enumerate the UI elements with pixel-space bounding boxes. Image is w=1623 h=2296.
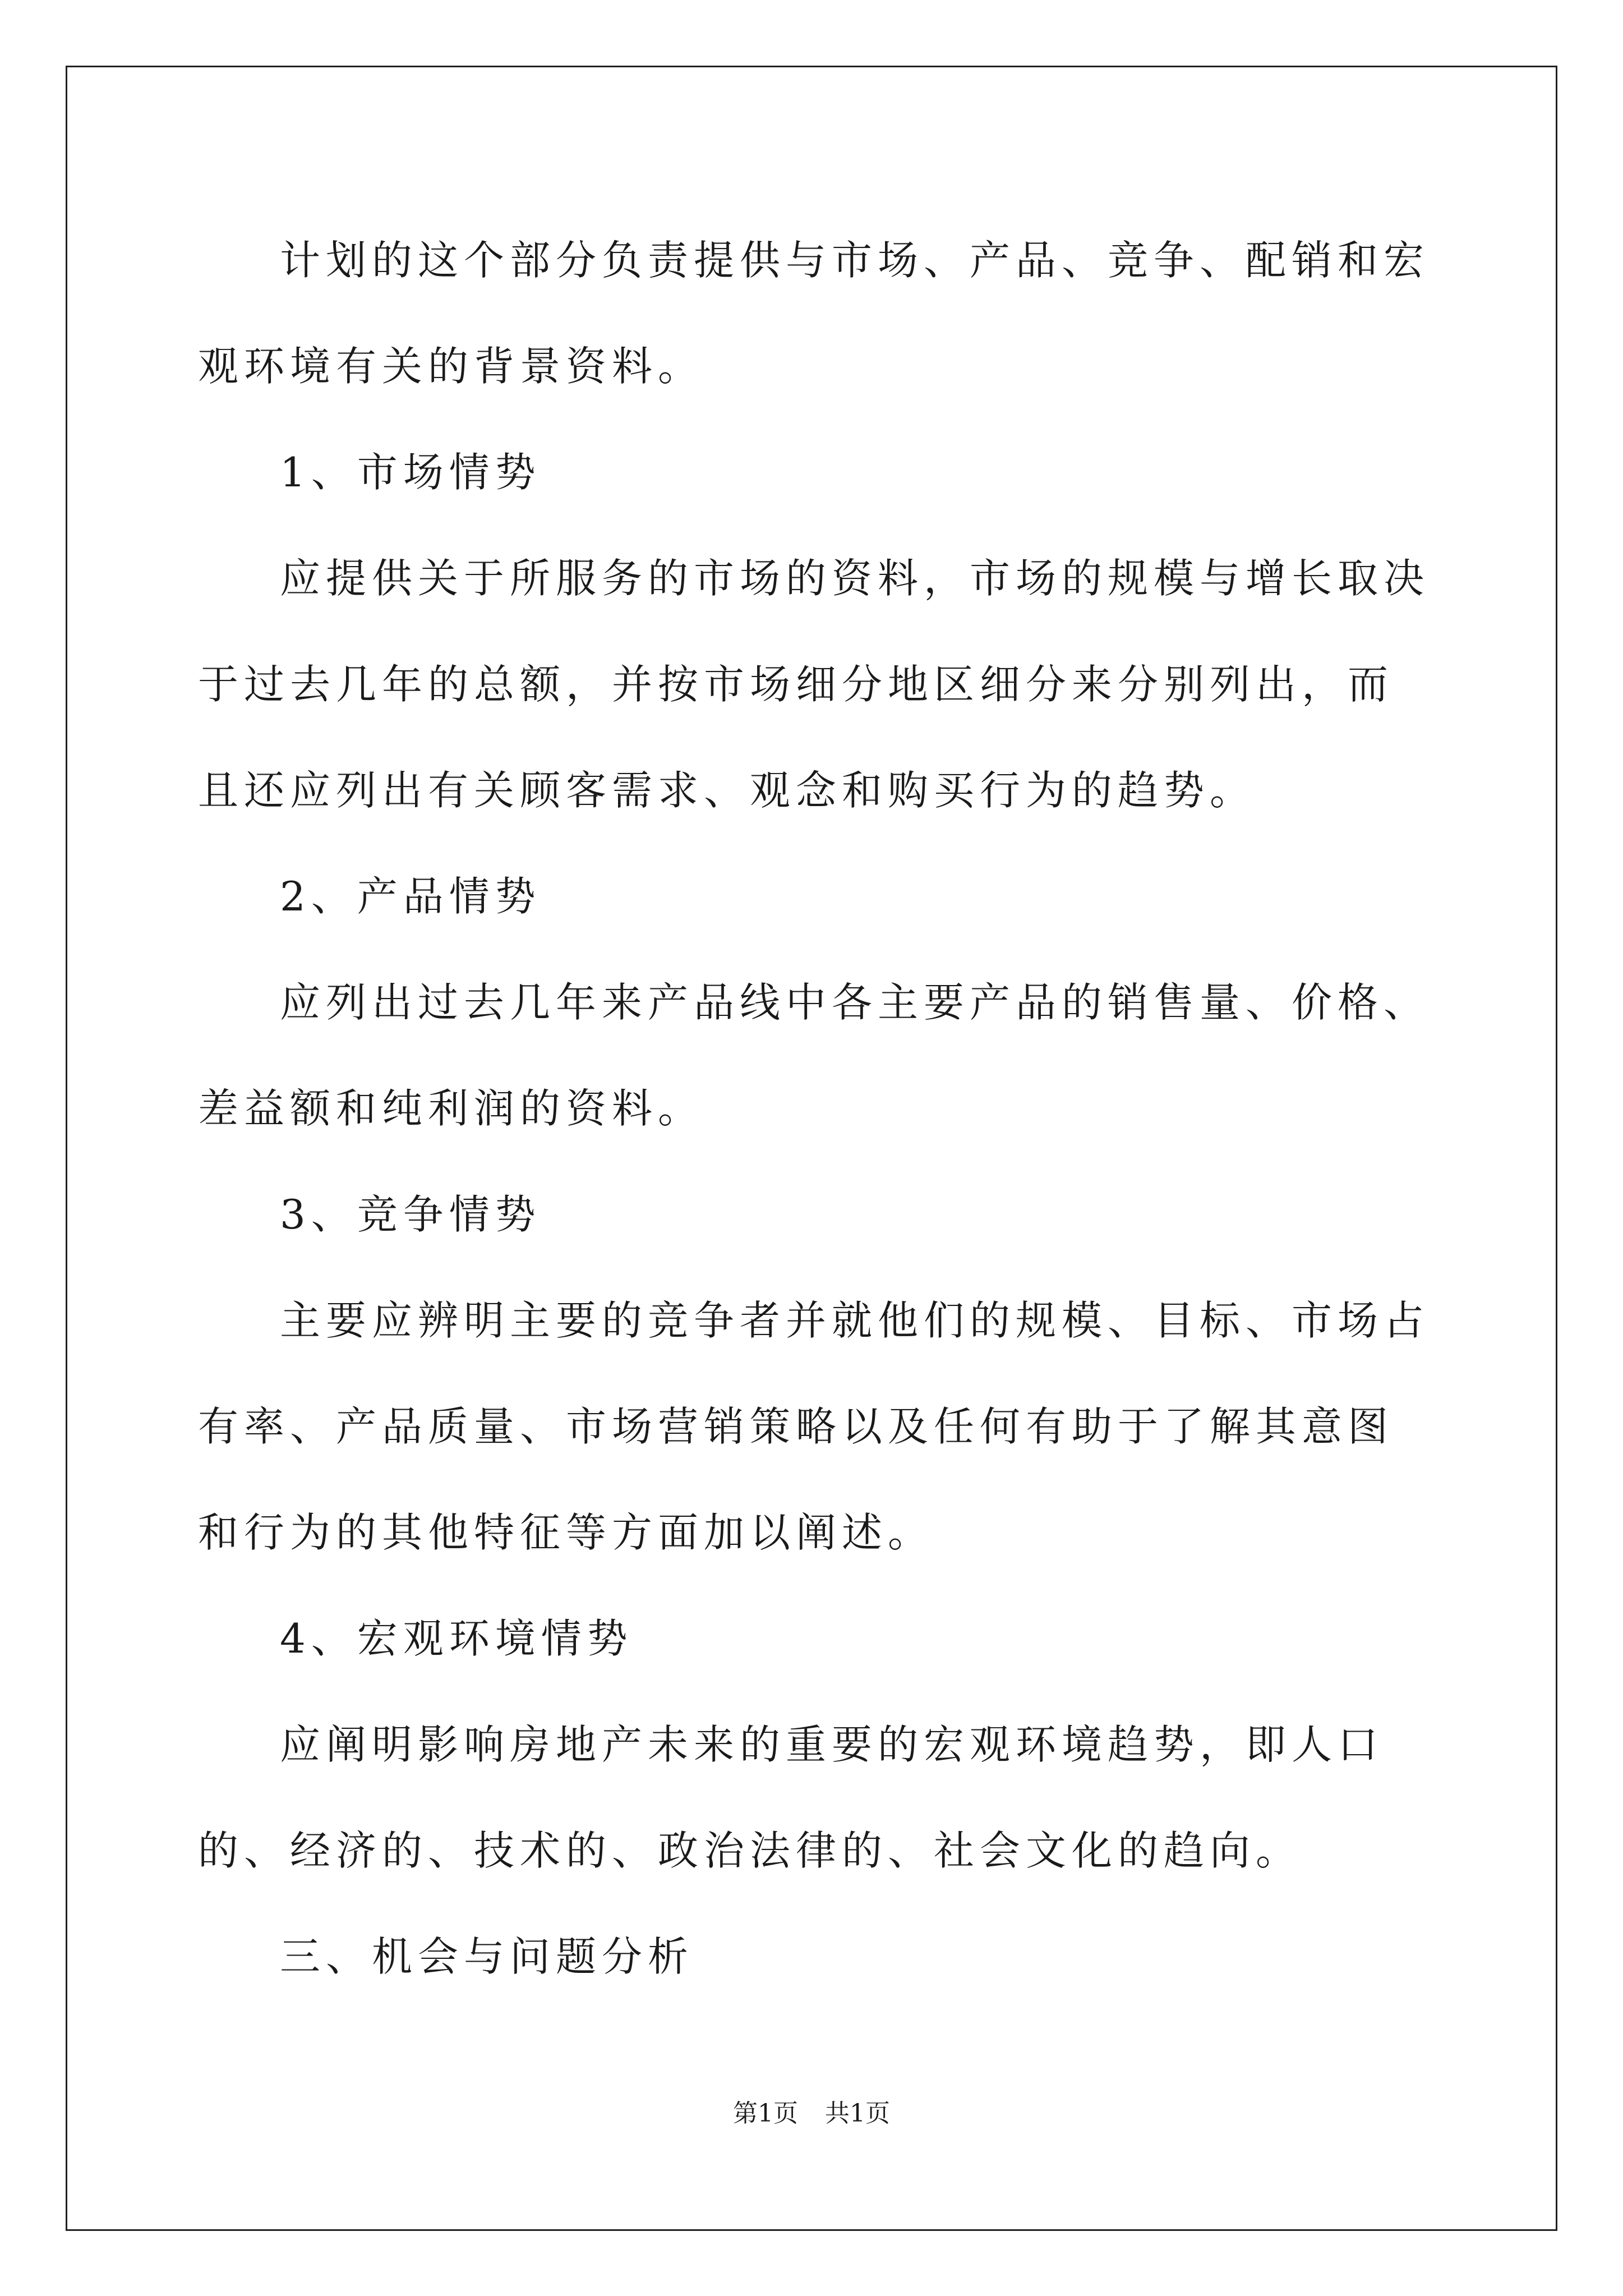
heading-opportunity-analysis: 三、机会与问题分析 (280, 1933, 694, 1980)
paragraph-competition-situation: 主要应辨明主要的竞争者并就他们的规模、目标、市场占有率、产品质量、市场营销策略以及任何有助于了解其意图和行为的其他特征等方面加以阐述。 (198, 1297, 1430, 1556)
paragraph-product-situation: 应列出过去几年来产品线中各主要产品的销售量、价格、差益额和纯利润的资料。 (198, 979, 1430, 1132)
heading-market-situation: 1、市场情势 (280, 449, 541, 496)
page-footer (0, 2097, 1623, 2131)
heading-product-situation: 2、产品情势 (280, 873, 541, 920)
paragraph-macro-environment: 应阐明影响房地产未来的重要的宏观环境趋势，即人口的、经济的、技术的、政治法律的、社会文化的趋向。 (198, 1721, 1384, 1874)
page-number-current: 第1页 (733, 2099, 798, 2128)
heading-macro-environment: 4、宏观环境情势 (280, 1615, 633, 1662)
paragraph-market-situation: 应提供关于所服务的市场的资料，市场的规模与增长取决于过去几年的总额，并按市场细分地区细分来分别列出，而且还应列出有关顾客需求、观念和购买行为的趋势。 (198, 555, 1430, 814)
heading-competition-situation: 3、竞争情势 (280, 1191, 541, 1238)
paragraph-background-intro: 计划的这个部分负责提供与市场、产品、竞争、配销和宏观环境有关的背景资料。 (198, 237, 1430, 390)
page-number-total: 共1页 (825, 2099, 890, 2128)
document-body (198, 208, 1432, 2010)
